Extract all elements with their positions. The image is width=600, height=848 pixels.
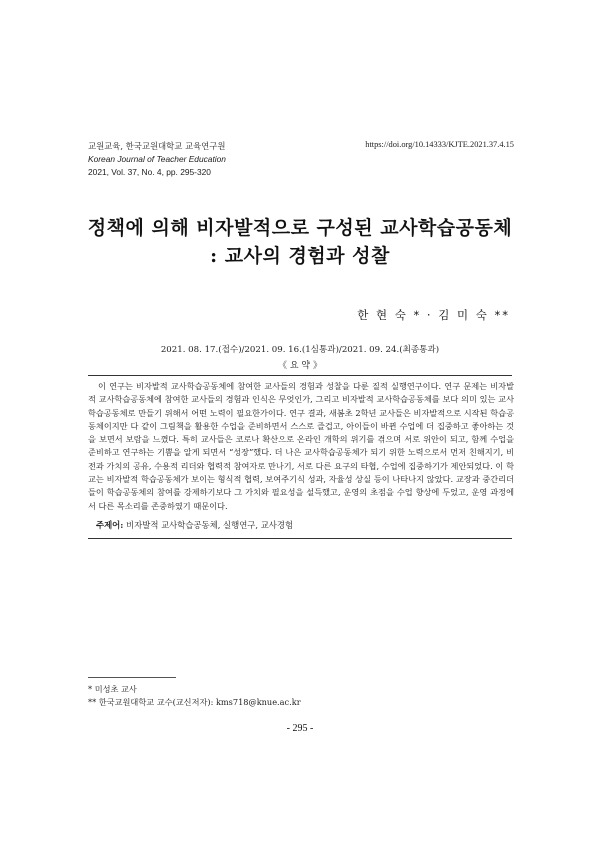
abstract-bottom-rule bbox=[88, 538, 512, 539]
title-line-2: : 교사의 경험과 성찰 bbox=[210, 245, 390, 267]
keywords bbox=[96, 519, 293, 531]
keywords-value: 비자발적 교사학습공동체, 실행연구, 교사경험 bbox=[126, 520, 294, 530]
author-list: 한 현 숙 * · 김 미 숙 ** bbox=[357, 308, 510, 322]
footnote-1: * 미성초 교사 bbox=[88, 684, 137, 694]
footnote-rule bbox=[88, 677, 176, 678]
footnote-2: ** 한국교원대학교 교수(교신저자): kms718@knue.ac.kr bbox=[88, 697, 301, 707]
journal-header bbox=[88, 140, 226, 179]
abstract-text: 이 연구는 비자발적 교사학습공동체에 참여한 교사들의 경험과 성찰을 다룬 질적 실행연구이다. 연구 문제는 비자발적 교사학습공동체에 참여한 교사들의 경험과 인식은 무엇인가, 그리고 비자발적 교사학습공동체를 보다 의미 있는 교사학습공동체로 만들기 위해서 어떤 노력이 필요한가이다. 연구 결과, 새봄초 2학년 교사들은 비자발적으로 시작된 학습공동체이지만 다 같이 그림책을 활용한 수업을 준비하면서 스스로 즐겁고, 아이들이 바뀐 수업에 더 집중하고 좋아하는 것을 보면서 보람을 느꼈다. 특히 교사들은 코로나 확산으로 온라인 개학의 위기를 겪으며 서로 위안이 되고, 함께 수업을 준비하고 연구하는 기쁨을 알게 되면서 “성장”했다. 더 나은 교사학습공동체가 되기 위한 노력으로서 먼저 친해지기, 비전과 가치의 공유, 수용적 리더와 협력적 참여자로 만나기, 서로 다른 요구의 타협, 수업에 집중하기가 제안되었다. 이 학교는 비자발적 학습공동체가 보이는 형식적 협력, 보여주기식 성과, 자율성 상실 등이 나타나지 않았다. 교장과 중간리더들이 학습공동체의 참여를 강제하기보다 그 가치와 필요성을 설득했고, 운영의 초점을 수업 향상에 두었고, 운영 과정에서 다른 목소리를 존중하였기 때문이다. bbox=[88, 381, 514, 511]
abstract-body bbox=[88, 380, 514, 513]
abstract-top-rule bbox=[88, 375, 512, 376]
submission-dates: 2021. 08. 17.(접수)/2021. 09. 16.(1심통과)/2021. 09. 24.(최종통과) bbox=[160, 345, 440, 355]
abstract-label: 《 요 약 》 bbox=[278, 361, 322, 371]
keywords-label: 주제어: bbox=[96, 520, 124, 530]
doi-link[interactable]: https://doi.org/10.14333/KJTE.2021.37.4.15 bbox=[365, 140, 514, 149]
page-number: - 295 - bbox=[286, 723, 314, 734]
journal-volume: 2021, Vol. 37, No. 4, pp. 295-320 bbox=[88, 167, 211, 177]
journal-name-english: Korean Journal of Teacher Education bbox=[88, 154, 226, 164]
title-line-1: 정책에 의해 비자발적으로 구성된 교사학습공동체 bbox=[87, 217, 513, 239]
journal-name-korean: 교원교육, 한국교원대학교 교육연구원 bbox=[88, 141, 226, 151]
paper-title bbox=[0, 214, 600, 270]
